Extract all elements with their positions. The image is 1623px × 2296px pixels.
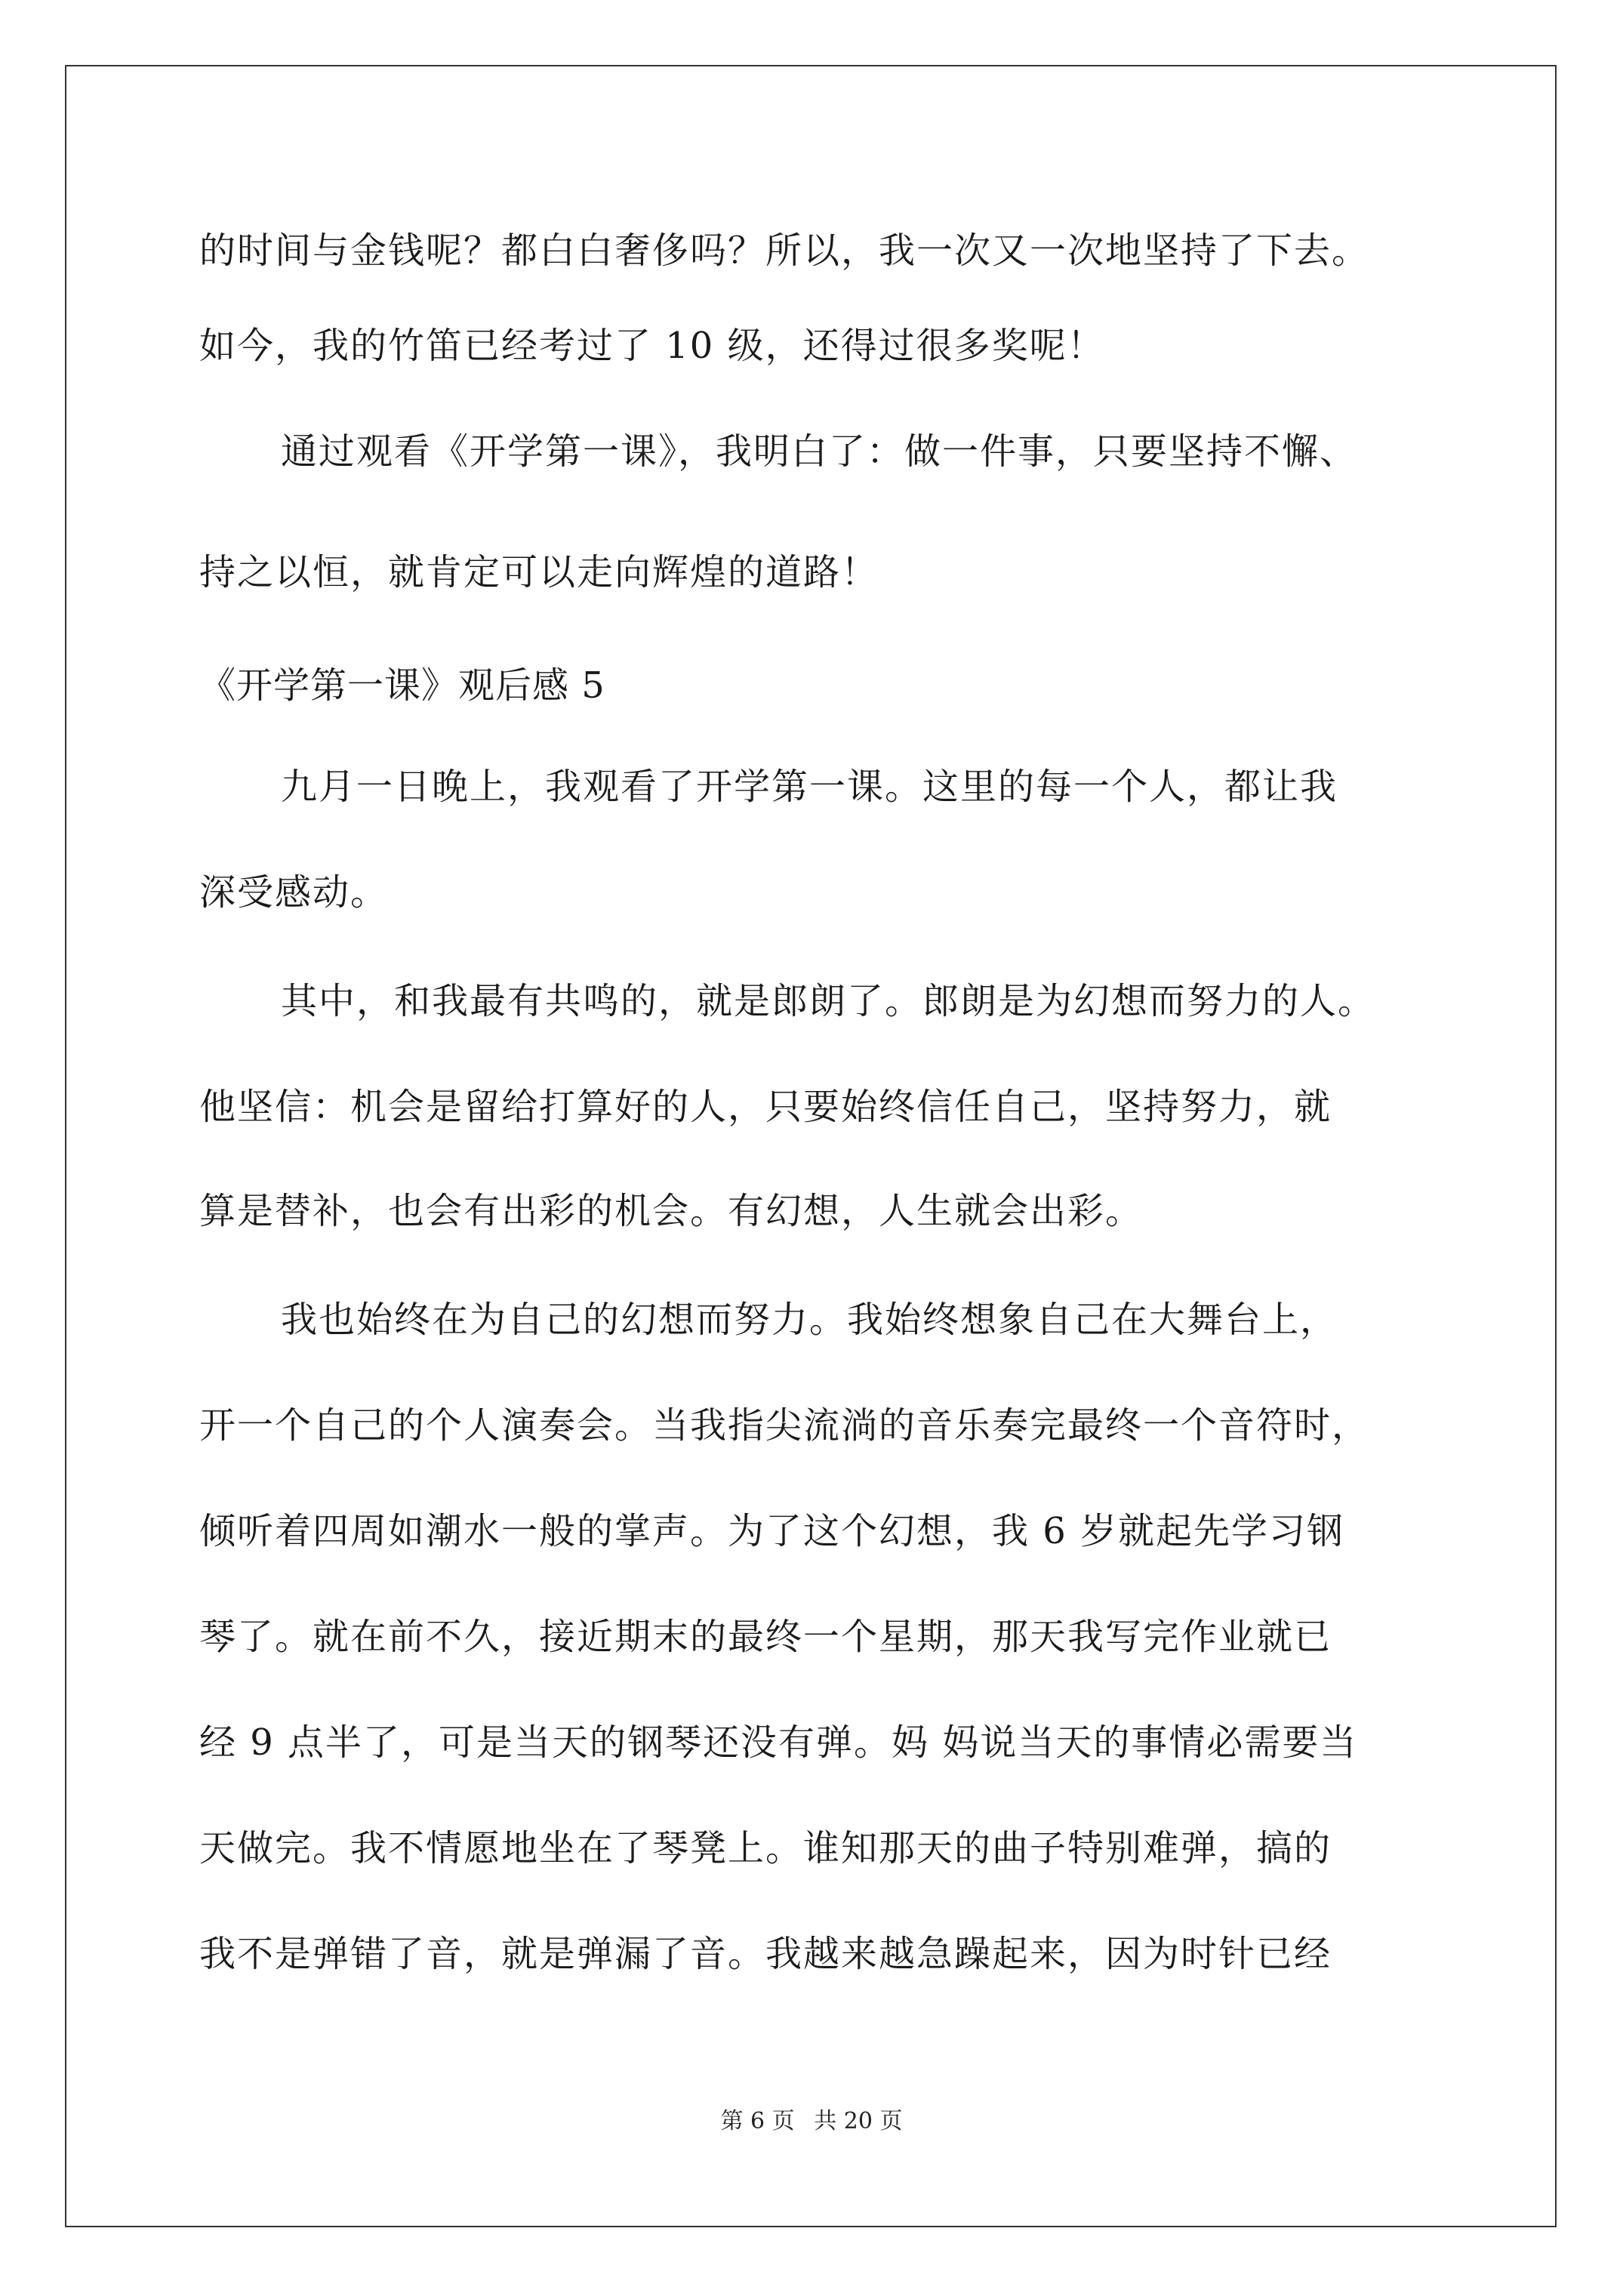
paragraph-line: 我不是弹错了音，就是弹漏了音。我越来越急躁起来，因为时针已经: [199, 1933, 1332, 1975]
section-heading: 《开学第一课》观后感 5: [199, 664, 605, 707]
paragraph-line: 琴了。就在前不久，接近期末的最终一个星期，那天我写完作业就已: [199, 1616, 1332, 1658]
paragraph-line: 如今，我的竹笛已经考过了 10 级，还得过很多奖呢！: [199, 325, 1105, 367]
page-total: 共 20 页: [814, 2108, 903, 2134]
paragraph-line: 其中，和我最有共鸣的，就是郎朗了。郎朗是为幻想而努力的人。: [281, 980, 1376, 1022]
paragraph-line: 开一个自己的个人演奏会。当我指尖流淌的音乐奏完最终一个音符时，: [199, 1404, 1370, 1447]
paragraph-line: 深受感动。: [199, 871, 389, 914]
paragraph-line: 持之以恒，就肯定可以走向辉煌的道路！: [199, 551, 879, 593]
paragraph-line: 天做完。我不情愿地坐在了琴凳上。谁知那天的曲子特别难弹，搞的: [199, 1827, 1332, 1869]
paragraph-line: 九月一日晚上，我观看了开学第一课。这里的每一个人，都让我: [281, 766, 1338, 808]
page-number: 第 6 页: [720, 2108, 795, 2134]
page-footer: [0, 2106, 1623, 2137]
paragraph-line: 经 9 点半了，可是当天的钢琴还没有弹。妈 妈说当天的事情必需要当: [199, 1721, 1358, 1764]
paragraph-line: 的时间与金钱呢？都白白奢侈吗？所以，我一次又一次地坚持了下去。: [199, 230, 1370, 272]
paragraph-line: 我也始终在为自己的幻想而努力。我始终想象自己在大舞台上，: [281, 1299, 1338, 1341]
page-border: [65, 65, 1557, 2227]
paragraph-line: 倾听着四周如潮水一般的掌声。为了这个幻想，我 6 岁就起先学习钢: [199, 1510, 1345, 1552]
paragraph-line: 他坚信：机会是留给打算好的人，只要始终信任自己，坚持努力，就: [199, 1086, 1332, 1128]
paragraph-line: 通过观看《开学第一课》，我明白了：做一件事，只要坚持不懈、: [281, 430, 1358, 473]
paragraph-line: 算是替补，也会有出彩的机会。有幻想，人生就会出彩。: [199, 1190, 1144, 1232]
